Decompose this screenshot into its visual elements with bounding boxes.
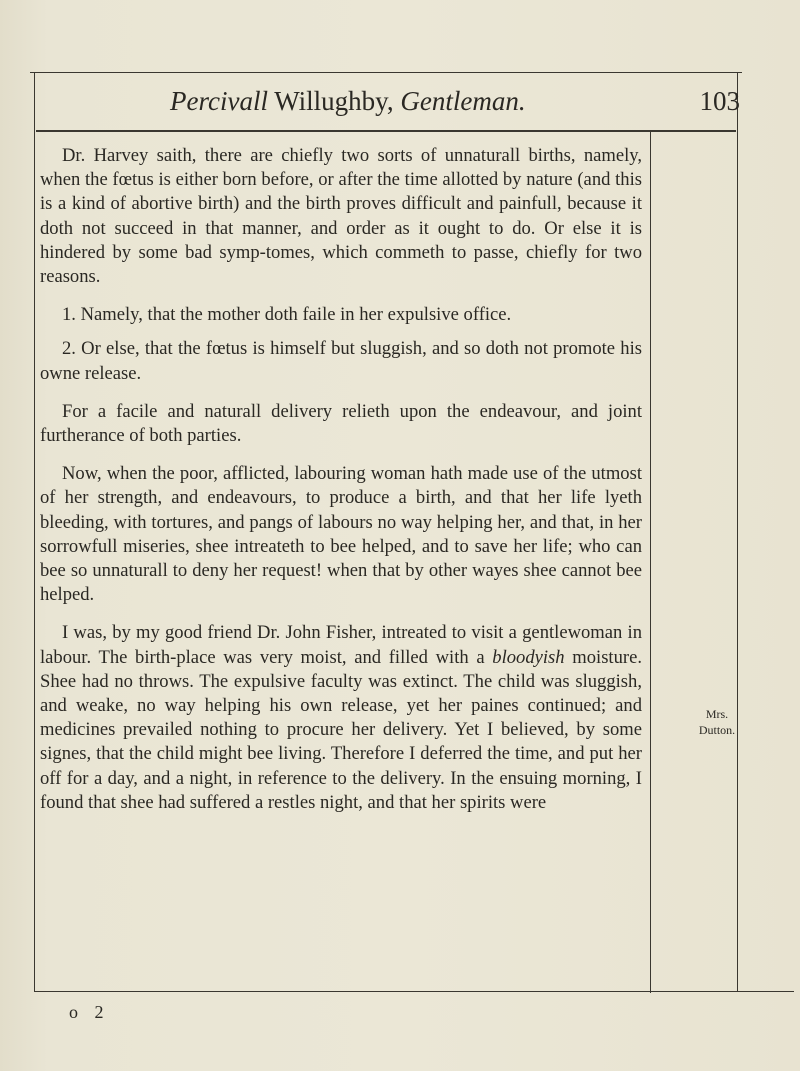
body-text [40, 144, 642, 829]
running-header [170, 86, 740, 117]
paragraph-facile-delivery: For a facile and naturall delivery relieth upon the endeavour, and joint furtherance of both parties. [40, 400, 642, 447]
header-title: Gentleman. [400, 86, 526, 116]
bottom-rule [34, 991, 794, 992]
paragraph-reason-1: 1. Namely, that the mother doth faile in her expulsive office. [62, 304, 512, 326]
margin-column-rule [650, 131, 651, 993]
left-border [34, 72, 35, 992]
paragraph-harvey: Dr. Harvey saith, there are chiefly two sorts of unnaturall births, namely, when the fœtus is either born before, or after the time allotted by nature (and this is a kind of abortive birth) and the birth proves difficult and painfull, because it doth not succeed in that manner, and order as it ought to do. Or else it is hindered by some bad symp-tomes, which commeth to passe, chiefly for two reasons. [40, 145, 642, 288]
signature-mark: o 2 [69, 1002, 110, 1022]
case-text-italic: bloodyish [492, 646, 565, 668]
margin-note-line-1: Mrs. [705, 707, 729, 721]
right-border [737, 72, 738, 992]
header-author-first: Percivall [170, 86, 268, 116]
top-rule [30, 72, 742, 73]
margin-note [672, 706, 762, 738]
header-author-last: Willughby, [267, 86, 401, 116]
page-number: 103 [699, 86, 740, 116]
case-text-end: moisture. Shee had no throws. The expulsive faculty was extinct. The child was sluggish, and weake, no way helping his own release, yet her paines continued; and medicines prevailed nothing to procure her delivery. Yet I believed, by some signes, that the child might bee living. Therefore I deferred the time, and put her off for a day, and a night, in reference to the delivery. In the ensuing morning, I found that shee had suffered a restles night, and that her spirits were [40, 646, 642, 813]
margin-note-line-2: Dutton. [698, 723, 736, 737]
paragraph-case-report [40, 621, 642, 815]
paragraph-reason-2: 2. Or else, that the fœtus is himself but sluggish, and so doth not promote his owne release. [40, 338, 642, 384]
paragraph-afflicted-woman: Now, when the poor, afflicted, labouring woman hath made use of the utmost of her strength, and endeavours, to produce a birth, and that her life lyeth bleeding, with tortures, and pangs of labours no way helping her, and that, in her sorrowfull miseries, shee intreateth to bee helped, and to save her life; who can bee so unnaturall to deny her request! when that by other wayes shee cannot bee helped. [40, 463, 642, 606]
header-underline [36, 130, 736, 132]
case-text-start: I was, by my good friend Dr. John Fisher, intreated to visit a gentlewoman in labour. The birth-place was very moist, and filled with a [40, 622, 642, 668]
